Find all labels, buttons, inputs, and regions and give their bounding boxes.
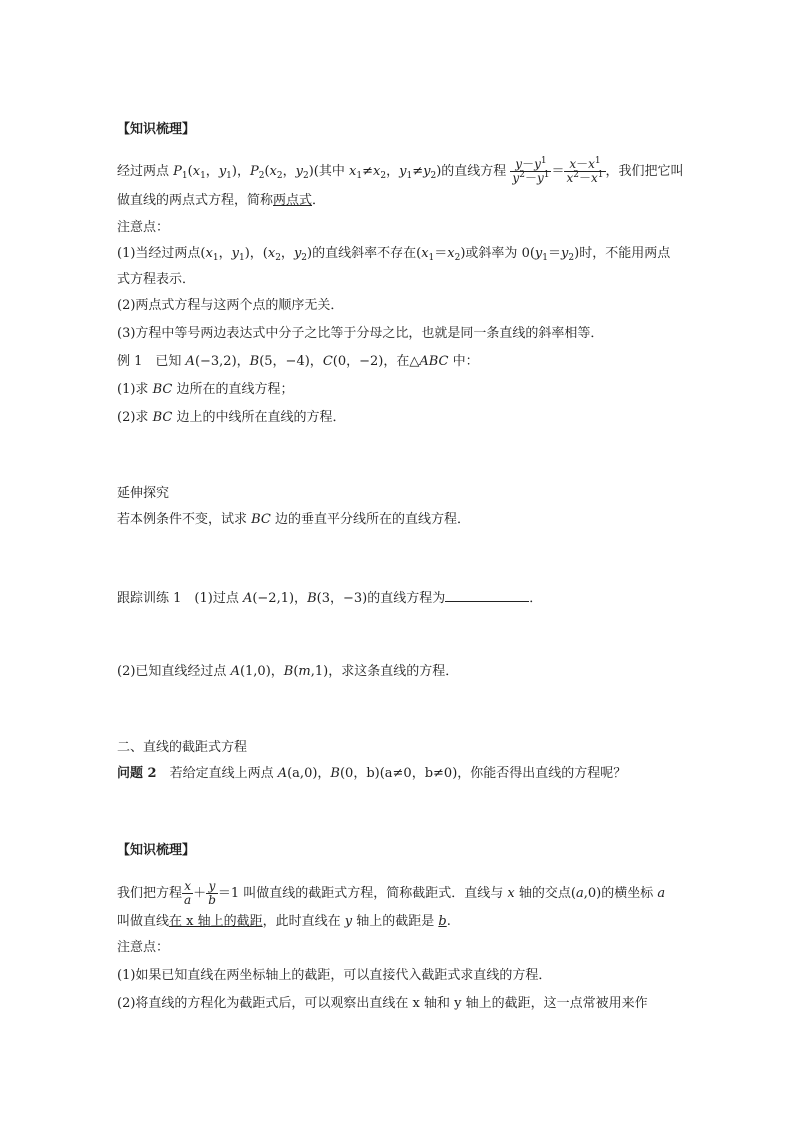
- note-intercept-1: (1)如果已知直线在两坐标轴上的截距，可以直接代入截距式求直线的方程．: [117, 968, 552, 983]
- question-2: 问题 2 若给定直线上两点 A(a,0)，B(0，b)(a≠0，b≠0)，你能否得出直线的方程呢？: [117, 766, 627, 781]
- fraction-x: $\frac{x-x^1}{x^2-x^1}$: [566, 156, 604, 185]
- note-intercept-2: (2)将直线的方程化为截距式后，可以观察出直线在 x 轴和 y 轴上的截距，这一点常被用来作: [117, 996, 648, 1011]
- answer-blank[interactable]: [445, 589, 529, 602]
- note-2: (2)两点式方程与这两个点的顺序无关．: [117, 298, 344, 313]
- intercept-definition-cont: 叫做直线在 x 轴上的截距，此时直线在 y 轴上的截距是 b.: [117, 914, 451, 929]
- two-point-definition: 经过两点 $P_1(x_1$，$y_1$)，$P_2(x_2$，$y_2$)(其中 $x_1\ne x_2$，$y_1\ne y_2$)的直线方程 $\frac{y-y^1}{y^2-y^1}$ ＝ $\frac{x-x^1}{x^2-x^1}$ ，我们把它叫: [117, 156, 684, 185]
- knowledge-header-2: 【知识梳理】: [117, 843, 196, 858]
- example-1-q2: (2)求 BC 边上的中线所在直线的方程．: [117, 410, 346, 425]
- extension-title: 延伸探究: [117, 486, 170, 501]
- knowledge-header-1: 【知识梳理】: [117, 122, 196, 137]
- section-2-title: 二、直线的截距式方程: [117, 740, 248, 755]
- note-1: (1)当经过两点($x_1$，$y_1$)，($x_2$，$y_2$)的直线斜率不存在$(x_1=x_2)$或斜率为 $0(y_1=y_2)$时，不能用两点: [117, 246, 671, 263]
- note-1-cont: 式方程表示．: [117, 272, 196, 287]
- notes-title-1: 注意点：: [117, 220, 170, 235]
- intercept-definition: 我们把方程 $\frac{x}{a}$ ＋ $\frac{y}{b}$ ＝1 叫做直线的截距式方程，简称截距式．直线与 x 轴的交点(a,0)的横坐标 a: [117, 879, 666, 907]
- example-1-q1: (1)求 BC 边所在的直线方程；: [117, 382, 294, 397]
- term-two-point: 两点式: [273, 193, 313, 208]
- example-1: 例 1 已知 A(−3,2)，B(5，−4)，C(0，−2)，在△ABC 中：: [117, 354, 479, 369]
- extension-text: 若本例条件不变，试求 BC 边的垂直平分线所在的直线方程．: [117, 512, 471, 527]
- training-1-q2: (2)已知直线经过点 A(1,0)，B(m,1)，求这条直线的方程．: [117, 664, 459, 679]
- fraction-y: $\frac{y-y^1}{y^2-y^1}$: [512, 156, 550, 185]
- two-point-definition-cont: 做直线的两点式方程，简称两点式．: [117, 193, 326, 208]
- training-1: 跟踪训练 1 (1)过点 A(−2,1)，B(3，−3)的直线方程为 ．: [117, 591, 543, 606]
- notes-title-2: 注意点：: [117, 940, 170, 955]
- note-3: (3)方程中等号两边表达式中分子之比等于分母之比，也就是同一条直线的斜率相等．: [117, 326, 604, 341]
